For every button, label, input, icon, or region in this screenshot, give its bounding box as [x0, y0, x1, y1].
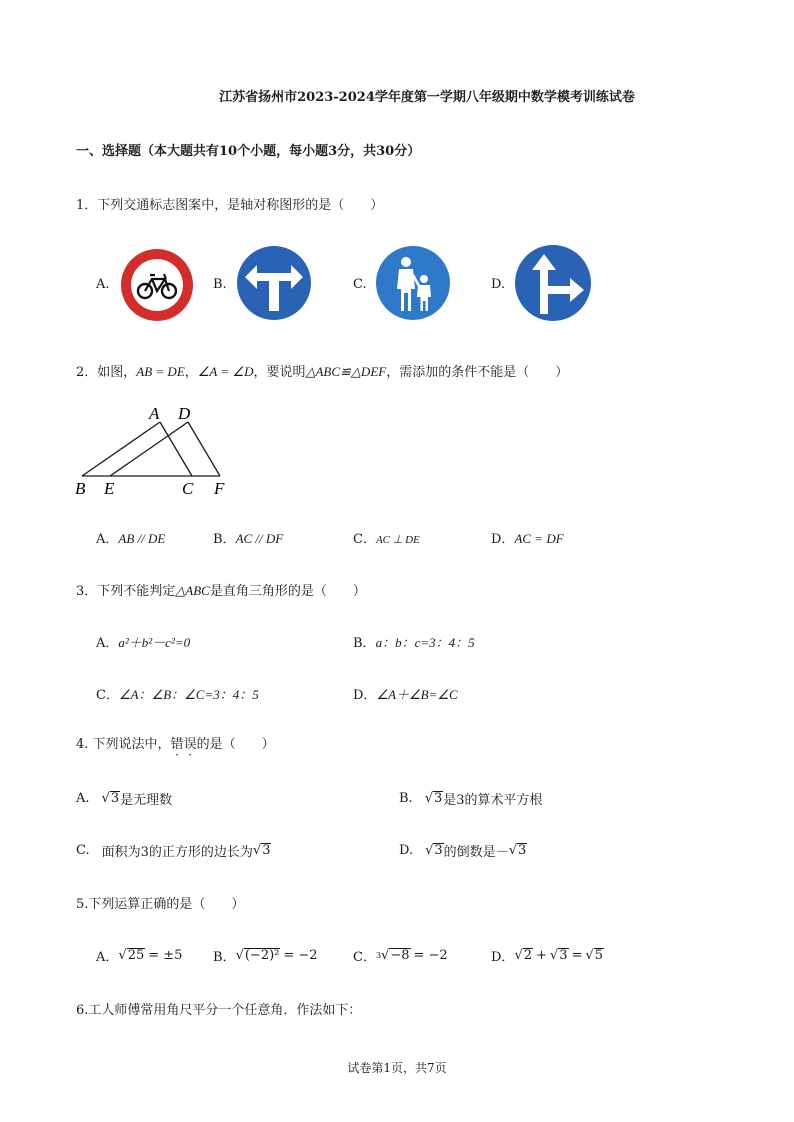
- q5-option-c-rhs: = −2: [413, 948, 448, 963]
- q4-option-c-sqrt: 3: [262, 843, 271, 859]
- q5-option-a: A． √ 25 = ±5: [96, 948, 183, 965]
- q3-option-d-label: D．: [353, 688, 377, 703]
- q3-stem-suffix: 是直角三角形的是（ ）: [209, 584, 366, 599]
- q2-option-c-text: AC ⊥ DE: [375, 534, 420, 546]
- q2-triangle-figure: [72, 402, 242, 498]
- pedestrian-sign-icon: [373, 245, 455, 323]
- q4-option-a: A. √ 3 是无理数: [76, 791, 173, 808]
- q5-option-a-arg: 25: [127, 948, 145, 964]
- q4-option-a-text: 是无理数: [120, 793, 173, 808]
- q2-figure-label-e: E: [104, 479, 115, 498]
- q3-option-a-label: A．: [96, 636, 119, 651]
- q5-option-d-b: 3: [559, 948, 568, 964]
- q2-stem: [76, 361, 568, 380]
- q5-option-b-arg: (−2)²: [244, 948, 280, 964]
- q4-option-c: C. 面积为3的正方形的边长为 √ 3: [76, 843, 271, 860]
- q3-option-b-label: B．: [353, 636, 376, 651]
- q5-option-b-rhs: = −2: [283, 948, 318, 963]
- q5-option-b: B． √ (−2)² = −2: [213, 948, 318, 965]
- q2-figure-label-f: F: [214, 479, 225, 498]
- q2-figure-label-c: C: [182, 479, 194, 498]
- turn-left-or-right-sign-icon: [233, 245, 317, 323]
- q3-option-d: [353, 684, 458, 703]
- q1-option-d-label: D.: [491, 277, 506, 292]
- q5-option-d-label: D．: [491, 950, 515, 965]
- q3-option-d-text: ∠A＋∠B=∠C: [376, 687, 458, 702]
- q2-condition-angle: ∠A = ∠D: [197, 364, 254, 379]
- q2-option-b-label: B．: [213, 532, 236, 547]
- q3-option-b-text: a：b：c=3：4：5: [375, 635, 475, 650]
- q4-option-c-label: C.: [76, 843, 90, 858]
- q2-option-a-text: AB // DE: [118, 531, 166, 546]
- q2-stem-prefix: 2．如图，: [76, 365, 137, 380]
- page-title: 江苏省扬州市2023-2024学年度第一学期八年级期中数学模考训练试卷: [219, 90, 635, 105]
- q2-option-a-label: A．: [96, 532, 119, 547]
- q3-option-c-label: C．: [96, 688, 119, 703]
- q3-option-a-text: a²＋b²－c²=0: [118, 635, 191, 650]
- page-footer: 试卷第1页，共7页: [347, 1061, 447, 1075]
- straight-or-right-turn-sign-icon: [512, 244, 596, 324]
- q3-option-c-text: ∠A：∠B：∠C=3：4：5: [118, 687, 259, 702]
- q4-option-b-sqrt: 3: [433, 791, 443, 807]
- q3-option-c: [96, 684, 259, 703]
- q2-option-a: [96, 528, 165, 547]
- q2-option-c-label: C．: [353, 532, 376, 547]
- q3-triangle: △ABC: [175, 583, 210, 598]
- q2-option-b: [213, 528, 283, 547]
- q2-option-d-text: AC = DF: [514, 531, 564, 546]
- section-heading: 一、选择题（本大题共有10个小题，每小题3分，共30分）: [76, 144, 421, 159]
- q5-option-c-arg: −8: [390, 948, 410, 964]
- q2-stem-mid: ，要说明: [253, 365, 306, 380]
- q5-stem: 5.下列运算正确的是（ ）: [76, 897, 245, 912]
- q4-stem-emph-1: 错: [170, 737, 184, 752]
- q4-option-b: B. √ 3 是3的算术平方根: [399, 791, 543, 808]
- q5-option-c-label: C．: [353, 950, 376, 965]
- q2-congruence: △ABC≌△DEF: [305, 364, 387, 379]
- q4-stem-emph-2: 误: [183, 737, 197, 752]
- q4-option-b-label: B.: [399, 791, 413, 806]
- q2-option-d: [491, 528, 564, 547]
- q2-stem-sep: ，: [184, 365, 198, 380]
- q2-figure-label-b: B: [75, 479, 86, 498]
- q3-stem: [76, 580, 366, 599]
- q4-stem: [76, 733, 275, 752]
- q5-option-b-label: B．: [213, 950, 236, 965]
- q3-option-b: [353, 632, 475, 651]
- q5-option-c-index: 3: [375, 951, 382, 960]
- q4-stem-a: 4. 下列说法中，: [76, 737, 171, 752]
- q6-stem: 6.工人师傅常用角尺平分一个任意角．作法如下：: [76, 1003, 362, 1018]
- q5-option-d-c: 5: [594, 948, 603, 964]
- q4-option-a-label: A.: [76, 791, 90, 806]
- q5-option-d: D． √ 2 + √ 3 = √ 5: [491, 948, 603, 965]
- q2-option-c: [353, 528, 420, 547]
- q2-figure-label-d: D: [178, 404, 191, 423]
- q1-stem: 1．下列交通标志图案中，是轴对称图形的是（ ）: [76, 198, 384, 213]
- q3-stem-prefix: 3．下列不能判定: [76, 584, 176, 599]
- no-bicycle-sign-icon: [118, 247, 198, 323]
- q1-option-b-label: B.: [213, 277, 227, 292]
- q4-stem-d: 的是（ ）: [196, 737, 275, 752]
- q5-option-d-a: 2: [523, 948, 533, 964]
- q4-option-d-sqrt: 3: [434, 843, 443, 859]
- q2-option-d-label: D．: [491, 532, 515, 547]
- q4-option-b-text: 是3的算术平方根: [443, 793, 543, 808]
- q5-option-a-label: A．: [96, 950, 119, 965]
- q1-option-a-label: A.: [96, 277, 110, 292]
- q4-option-d-label: D.: [399, 843, 414, 858]
- q5-option-a-rhs: = ±5: [148, 948, 183, 963]
- q2-figure-label-a: A: [149, 404, 160, 423]
- q4-option-d: D. √ 3 的倒数是－ √ 3: [399, 843, 527, 860]
- q4-option-c-text: 面积为3的正方形的边长为: [101, 845, 253, 860]
- q2-condition-ab-de: AB = DE: [136, 364, 185, 379]
- q1-option-c-label: C.: [353, 277, 367, 292]
- q4-option-a-sqrt: 3: [110, 791, 120, 807]
- q5-option-c: C． 3 √ −8 = −2: [353, 948, 448, 965]
- q4-option-d-sqrt-2: 3: [517, 843, 527, 859]
- q3-option-a: [96, 632, 190, 651]
- q2-option-b-text: AC // DF: [235, 531, 284, 546]
- q2-stem-suffix: ，需添加的条件不能是（ ）: [386, 365, 569, 380]
- q4-option-d-text: 的倒数是－: [443, 845, 509, 860]
